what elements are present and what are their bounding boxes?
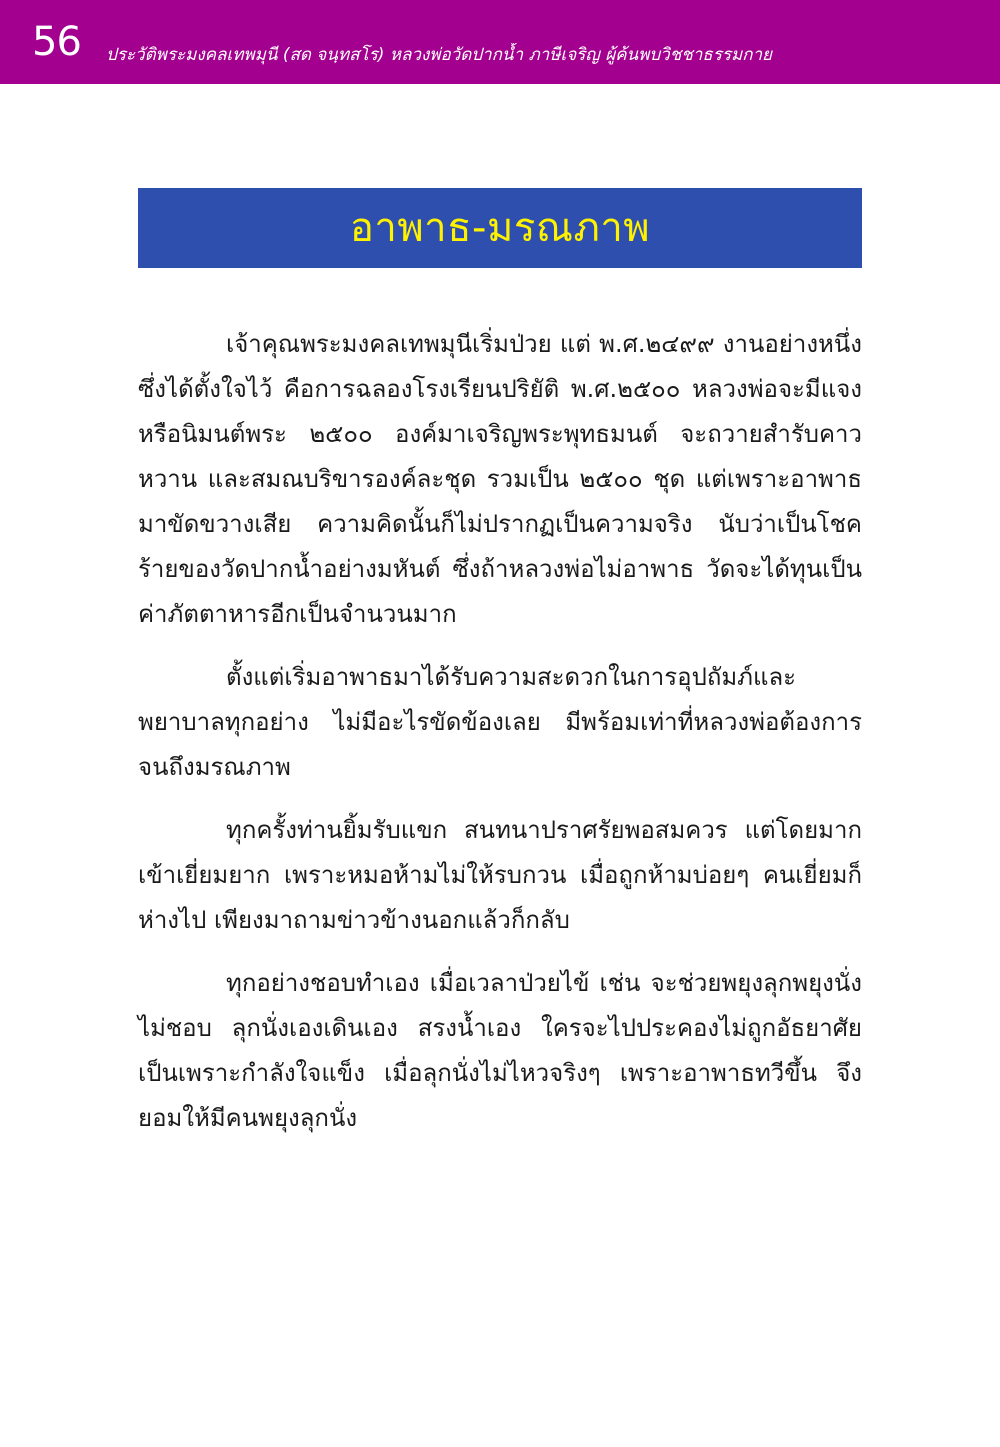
paragraph: ตั้งแต่เริ่มอาพาธมาได้รับความสะดวกในการอุปถัมภ์และพยาบาลทุกอย่าง ไม่มีอะไรขัดข้องเลย มีพร้อมเท่าที่หลวงพ่อต้องการจนถึงมรณภาพ <box>138 663 862 781</box>
paragraph: ทุกครั้งท่านยิ้มรับแขก สนทนาปราศรัยพอสมควร แต่โดยมากเข้าเยี่ยมยาก เพราะหมอห้ามไม่ให้รบกวน เมื่อถูกห้ามบ่อยๆ คนเยี่ยมก็ห่างไป เพียงมาถามข่าวข้างนอกแล้วก็กลับ <box>138 816 862 934</box>
section-banner <box>138 188 862 268</box>
paragraph: ทุกอย่างชอบทำเอง เมื่อเวลาป่วยไข้ เช่น จะช่วยพยุงลุกพยุงนั่ง ไม่ชอบ ลุกนั่งเองเดินเอง สรงน้ำเอง ใครจะไปประคองไม่ถูกอัธยาศัย เป็นเพราะกำลังใจแข็ง เมื่อลุกนั่งไม่ไหวจริงๆ เพราะอาพาธทวีขึ้น จึงยอมให้มีคนพยุงลุกนั่ง <box>138 969 862 1132</box>
page-header <box>0 0 1000 84</box>
running-title: ประวัติพระมงคลเทพมุนี (สด จนฺทสโร) หลวงพ่อวัดปากน้ำ ภาษีเจริญ ผู้ค้นพบวิชชาธรรมกาย <box>106 45 772 65</box>
section-title: อาพาธ-มรณภาพ <box>349 205 651 251</box>
body-text <box>138 322 862 1159</box>
paragraph: เจ้าคุณพระมงคลเทพมุนีเริ่มป่วย แต่ พ.ศ.๒๔๙๙ งานอย่างหนึ่งซึ่งได้ตั้งใจไว้ คือการฉลองโรงเรียนปริยัติ พ.ศ.๒๕๐๐ หลวงพ่อจะมีแจง หรือนิมนต์พระ ๒๕๐๐ องค์มาเจริญพระพุทธมนต์ จะถวายสำรับคาวหวาน และสมณบริขารองค์ละชุด รวมเป็น ๒๕๐๐ ชุด แต่เพราะอาพาธมาขัดขวางเสีย ความคิดนั้นก็ไม่ปรากฏเป็นความจริง นับว่าเป็นโชคร้ายของวัดปากน้ำอย่างมหันต์ ซึ่งถ้าหลวงพ่อไม่อาพาธ วัดจะได้ทุนเป็นค่าภัตตาหารอีกเป็นจำนวนมาก <box>138 330 862 628</box>
page-number: 56 <box>32 19 81 65</box>
